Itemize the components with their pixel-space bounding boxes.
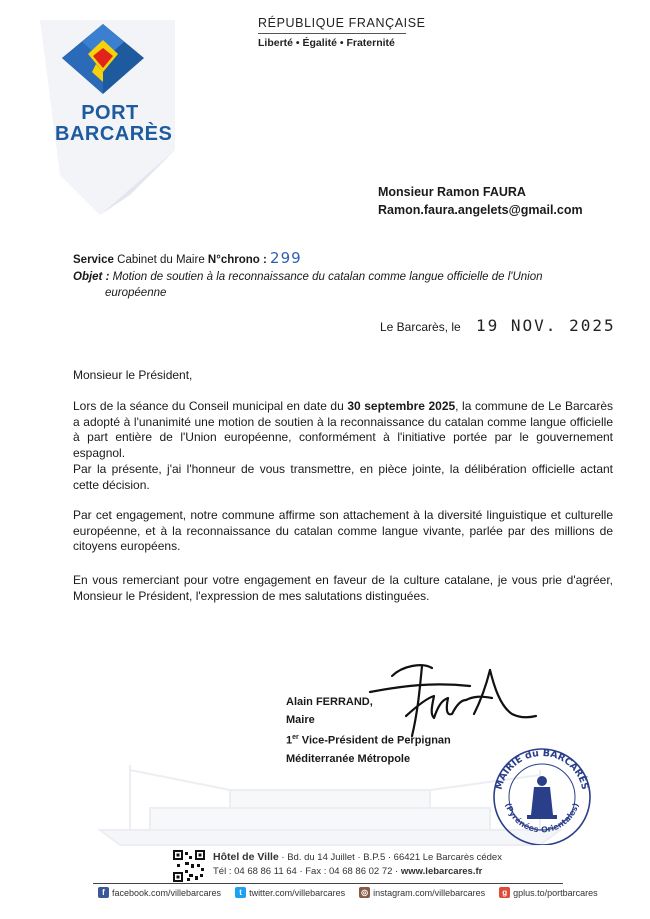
signatory-role: Maire <box>286 714 315 726</box>
republic-divider <box>258 33 406 34</box>
signatory-name: Alain FERRAND, <box>286 696 373 708</box>
footer-website-link[interactable]: www.lebarcares.fr <box>400 866 483 877</box>
date-stamp: 19 NOV. 2025 <box>476 316 616 335</box>
service-line <box>73 249 302 267</box>
facebook-icon: f <box>98 887 109 898</box>
svg-text:MAIRIE du BARCARÈS: MAIRIE du BARCARÈS <box>493 747 591 791</box>
recipient-name: Monsieur Ramon FAURA <box>378 185 526 199</box>
instagram-label: instagram.com/villebarcares <box>373 887 486 898</box>
objet-text-1: Motion de soutien à la reconnaissance du catalan comme langue officielle de l'Union <box>112 271 543 283</box>
republic-title: RÉPUBLIQUE FRANÇAISE <box>258 16 426 30</box>
twitter-label: twitter.com/villebarcares <box>249 887 346 898</box>
service-label: Service <box>73 254 114 266</box>
qr-code[interactable] <box>173 850 205 882</box>
objet-line <box>73 269 553 301</box>
salutation: Monsieur le Président, <box>73 368 193 382</box>
twitter-link[interactable] <box>235 887 345 898</box>
recipient-block <box>378 183 583 219</box>
mairie-stamp <box>487 745 597 845</box>
paragraph-1-start: Lors de la séance du Conseil municipal en date du <box>73 399 348 413</box>
facebook-label: facebook.com/villebarcares <box>112 887 222 898</box>
footer-tel-fax: Tél : 04 68 86 11 64 · Fax : 04 68 86 02 72 · <box>213 866 401 877</box>
gplus-icon: g <box>499 887 510 898</box>
paragraph-1-end: , la commune de Le Barcarès a adopté à l'unanimité une motion de soutien à la reconnaissance du catalan comme langue officielle à part entière de l'Union européenne, conformément à l'initiative portée par le gouvernement espagnol. <box>73 399 613 460</box>
paragraph-3: Par cet engagement, notre commune affirme son attachement à la diversité linguistique et culturelle européenne, et à la reconnaissance du catalan comme langue vivante, parlée par des millions de citoyens européens. <box>73 508 613 553</box>
logo-wordmark <box>55 102 173 145</box>
objet-label: Objet : <box>73 271 110 283</box>
logo-line-2: BARCARÈS <box>55 123 173 145</box>
facebook-link[interactable] <box>98 887 221 898</box>
gplus-link[interactable] <box>499 887 598 898</box>
twitter-icon: t <box>235 887 246 898</box>
service-value: Cabinet du Maire <box>117 254 205 266</box>
recipient-email: Ramon.faura.angelets@gmail.com <box>378 203 583 217</box>
handwritten-signature <box>362 656 542 746</box>
instagram-link[interactable] <box>359 887 485 898</box>
logo-line-1: PORT <box>81 102 139 124</box>
session-date: 30 septembre 2025 <box>347 399 456 413</box>
footer-address <box>213 851 502 863</box>
signatory-metropole: Méditerranée Métropole <box>286 752 411 765</box>
social-links <box>98 887 598 898</box>
svg-text:(Pyrénées-Orientales): (Pyrénées-Orientales) <box>503 801 581 835</box>
footer-hotel: Hôtel de Ville <box>213 851 279 863</box>
instagram-icon: ◎ <box>359 887 370 898</box>
chrono-number: 299 <box>270 249 302 267</box>
paragraph-1 <box>73 399 613 461</box>
footer-contact <box>213 866 482 877</box>
footer-divider <box>93 883 563 884</box>
signatory-vp: 1er Vice-Président de Perpignan <box>286 734 451 747</box>
footer-address-text: · Bd. du 14 Juillet · B.P.5 · 66421 Le Barcarès cédex <box>278 852 502 863</box>
date-place: Le Barcarès, le <box>380 320 461 334</box>
objet-text-2: européenne <box>105 287 167 299</box>
gplus-label: gplus.to/portbarcares <box>513 887 598 898</box>
paragraph-4: En vous remerciant pour votre engagement en faveur de la culture catalane, je vous prie d'agréer, Monsieur le Président, l'expression de mes salutations distinguées. <box>73 573 613 603</box>
chrono-label: N°chrono : <box>207 254 267 266</box>
republic-motto: Liberté • Égalité • Fraternité <box>258 37 395 49</box>
port-barcares-logo-icon <box>58 20 148 102</box>
paragraph-2: Par la présente, j'ai l'honneur de vous transmettre, en pièce jointe, la délibération officielle actant cette décision. <box>73 462 613 492</box>
